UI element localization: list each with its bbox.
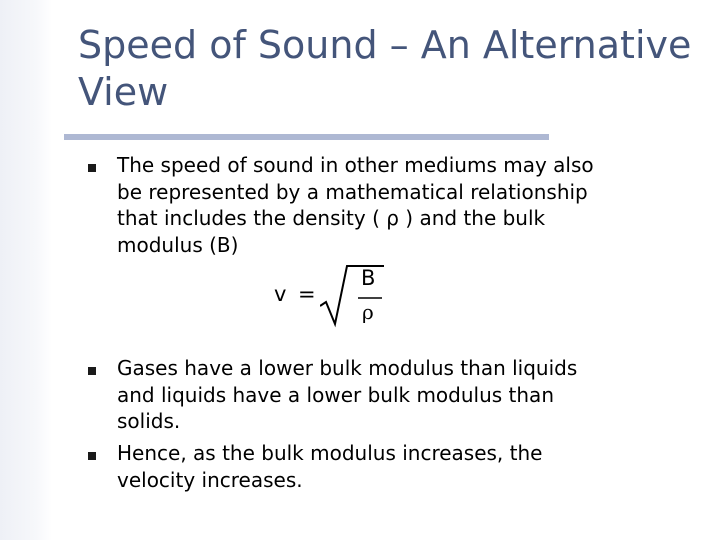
bullet-marker-1 [88, 164, 96, 172]
formula-equals: = [298, 282, 316, 306]
formula-lhs: v [274, 282, 287, 306]
title-underline [64, 134, 549, 140]
formula-numerator: B [361, 266, 376, 290]
formula-denominator: ρ [362, 300, 374, 324]
bullet-marker-2 [88, 367, 96, 375]
square-root-sign [320, 262, 400, 332]
bullet-text-1: The speed of sound in other mediums may also be represented by a mathematical relationship that includes the density ( ρ ) and the bulk modulus (B) [117, 153, 594, 257]
bullet-marker-3 [88, 452, 96, 460]
slide-left-band [0, 0, 52, 540]
bullet-text-2: Gases have a lower bulk modulus than liquids and liquids have a lower bulk modulus than solids. [117, 356, 578, 433]
slide-title: Speed of Sound – An Alternative View [78, 23, 692, 114]
bullet-text-3: Hence, as the bulk modulus increases, the velocity increases. [117, 441, 543, 492]
speed-formula [270, 262, 400, 332]
